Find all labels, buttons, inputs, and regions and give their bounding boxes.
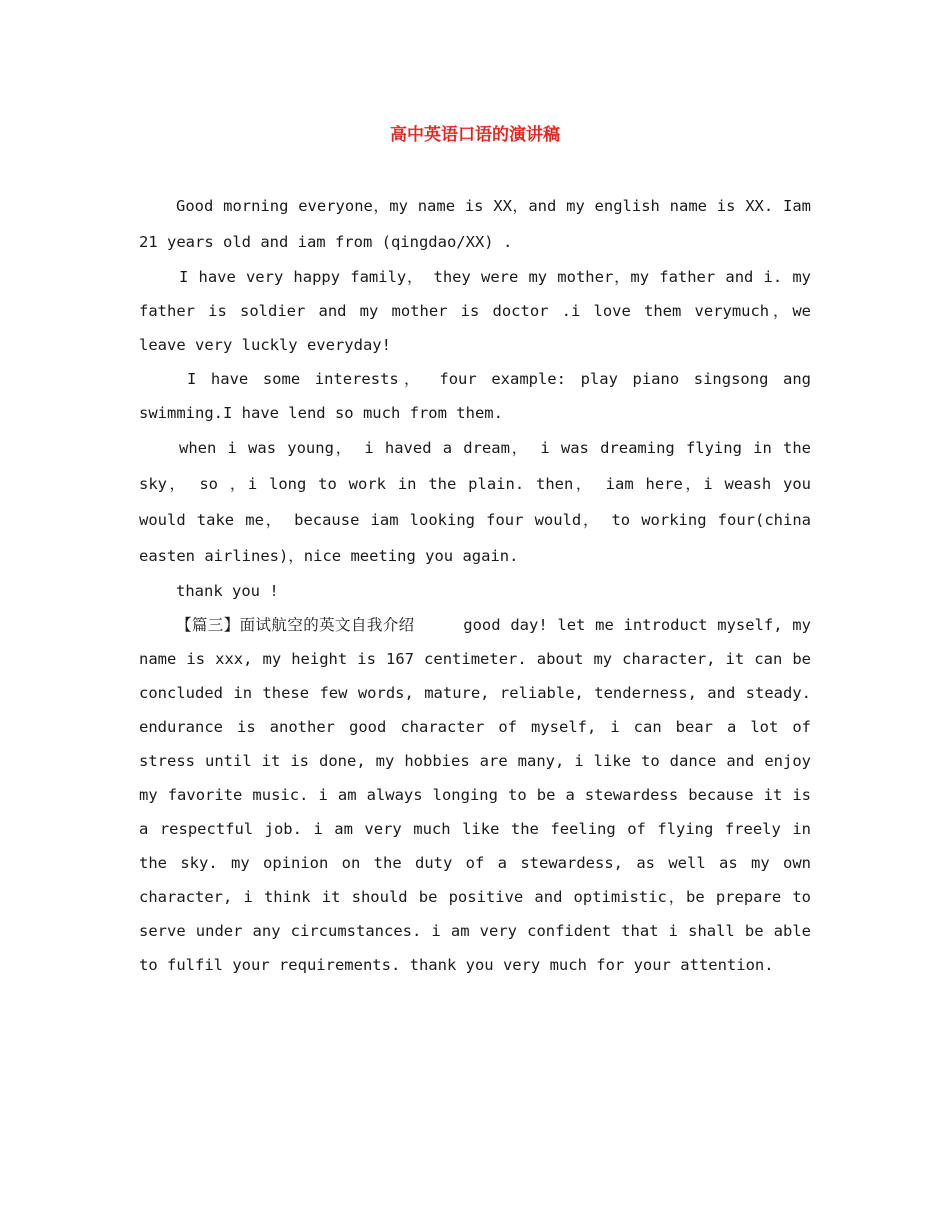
document-body bbox=[139, 188, 811, 982]
paragraph-greeting: Good morning everyone，my name is XX，and my english name is XX. Iam 21 years old and iam from (qingdao/XX) . bbox=[139, 197, 811, 251]
paragraph-family: I have very happy family， they were my mother，my father and i. my father is soldier and my mother is doctor .i love them verymuch，we leave very luckly everyday! bbox=[139, 268, 811, 354]
paragraph-thanks: thank you ! bbox=[176, 582, 279, 600]
document-title: 高中英语口语的演讲稿 bbox=[390, 125, 560, 145]
paragraph-section-three bbox=[139, 608, 811, 982]
section-heading: 【篇三】面试航空的英文自我介绍 bbox=[176, 616, 415, 634]
section-text: good day! let me introduct myself, my name is xxx, my height is 167 centimeter. about my character, it can be concluded in these few words, mature, reliable, tenderness, and steady. endurance is another good character of myself, i can bear a lot of stress until it is done, my hobbies are many, i like to dance and enjoy my favorite music. i am always longing to be a stewardess because it is a respectful job. i am very much like the feeling of flying freely in the sky. my opinion on the duty of a stewardess, as well as my own character, i think it should be positive and optimistic，be prepare to serve under any circumstances. i am very confident that i shall be able to fulfil your requirements. thank you very much for your attention. bbox=[139, 616, 811, 974]
paragraph-interests: I have some interests， four example: play piano singsong ang swimming.I have lend so much from them. bbox=[139, 370, 811, 422]
paragraph-dream: when i was young， i haved a dream， i was dreaming flying in the sky， so ，i long to work in the plain. then， iam here，i weash you would take me， because iam looking four would， to working four(china easten airlines)，nice meeting you again. bbox=[139, 439, 811, 565]
